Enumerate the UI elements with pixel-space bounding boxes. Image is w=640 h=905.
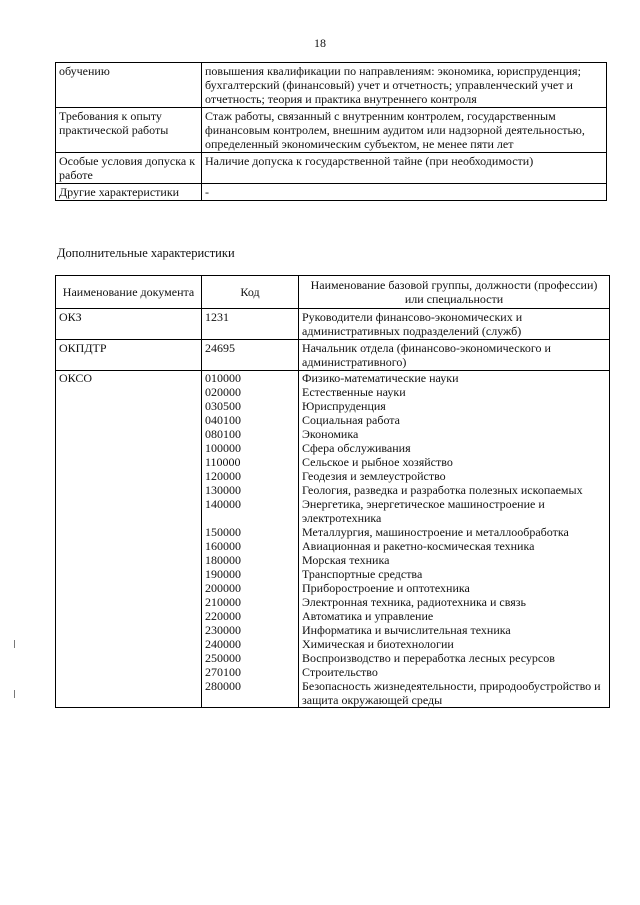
name-cell: Металлургия, машиностроение и металлообработка: [299, 525, 610, 539]
row-value: -: [202, 184, 607, 201]
scan-mark: [14, 640, 15, 648]
table-row: [56, 679, 610, 708]
name-cell: Сфера обслуживания: [299, 441, 610, 455]
code-cell: 040100: [202, 413, 299, 427]
header-name: Наименование базовой группы, должности (профессии) или специальности: [299, 276, 610, 309]
name-cell: Сельское и рыбное хозяйство: [299, 455, 610, 469]
name-cell: Геология, разведка и разработка полезных ископаемых: [299, 483, 610, 497]
table-row: [56, 651, 610, 665]
name-cell: Начальник отдела (финансово-экономического и административного): [299, 340, 610, 371]
table-row: [56, 385, 610, 399]
code-cell: 160000: [202, 539, 299, 553]
document-cell: [56, 665, 202, 679]
document-cell: [56, 497, 202, 525]
code-cell: 210000: [202, 595, 299, 609]
document-cell: ОКЗ: [56, 309, 202, 340]
row-value: повышения квалификации по направлениям: экономика, юриспруденция; бухгалтерский (финансовый) учет и отчетность; управленческий учет и отчетность; теория и практика внутреннего контроля: [202, 63, 607, 108]
table-row: [56, 441, 610, 455]
table-row: [56, 371, 610, 386]
name-cell: Морская техника: [299, 553, 610, 567]
name-cell: Юриспруденция: [299, 399, 610, 413]
table-row: [56, 455, 610, 469]
name-cell: Энергетика, энергетическое машиностроение и электротехника: [299, 497, 610, 525]
document-cell: [56, 413, 202, 427]
table-row: [56, 581, 610, 595]
section-title: Дополнительные характеристики: [57, 246, 235, 260]
document-cell: [56, 455, 202, 469]
table-row: [56, 665, 610, 679]
document-cell: [56, 637, 202, 651]
code-cell: 010000: [202, 371, 299, 386]
additional-characteristics-table: [55, 275, 610, 708]
table-row: [56, 567, 610, 581]
name-cell: Строительство: [299, 665, 610, 679]
name-cell: Химическая и биотехнологии: [299, 637, 610, 651]
row-label: Другие характеристики: [56, 184, 202, 201]
document-cell: [56, 483, 202, 497]
table-row: [56, 399, 610, 413]
name-cell: Автоматика и управление: [299, 609, 610, 623]
table-row: [56, 483, 610, 497]
code-cell: 130000: [202, 483, 299, 497]
document-cell: [56, 385, 202, 399]
code-cell: 110000: [202, 455, 299, 469]
code-cell: 220000: [202, 609, 299, 623]
table-row: [56, 184, 607, 201]
document-cell: [56, 441, 202, 455]
table-row: [56, 525, 610, 539]
name-cell: Приборостроение и оптотехника: [299, 581, 610, 595]
name-cell: Социальная работа: [299, 413, 610, 427]
code-cell: 100000: [202, 441, 299, 455]
table-row: [56, 153, 607, 184]
header-code: Код: [202, 276, 299, 309]
document-cell: [56, 581, 202, 595]
document-cell: [56, 525, 202, 539]
code-cell: 280000: [202, 679, 299, 708]
document-cell: [56, 623, 202, 637]
table-row: [56, 309, 610, 340]
scan-mark: [14, 690, 15, 698]
code-cell: 270100: [202, 665, 299, 679]
document-cell: [56, 595, 202, 609]
code-cell: 080100: [202, 427, 299, 441]
name-cell: Руководители финансово-экономических и административных подразделений (служб): [299, 309, 610, 340]
code-cell: 180000: [202, 553, 299, 567]
name-cell: Информатика и вычислительная техника: [299, 623, 610, 637]
code-cell: 020000: [202, 385, 299, 399]
name-cell: Транспортные средства: [299, 567, 610, 581]
document-cell: [56, 427, 202, 441]
name-cell: Естественные науки: [299, 385, 610, 399]
table-row: [56, 609, 610, 623]
name-cell: Физико-математические науки: [299, 371, 610, 386]
name-cell: Безопасность жизнедеятельности, природообустройство и защита окружающей среды: [299, 679, 610, 708]
code-cell: 240000: [202, 637, 299, 651]
requirements-table: [55, 62, 607, 201]
document-cell: [56, 539, 202, 553]
table-row: [56, 427, 610, 441]
document-cell: ОКСО: [56, 371, 202, 386]
table-row: [56, 63, 607, 108]
code-cell: 190000: [202, 567, 299, 581]
page-number: 18: [314, 36, 326, 50]
header-document: Наименование документа: [56, 276, 202, 309]
name-cell: Воспроизводство и переработка лесных ресурсов: [299, 651, 610, 665]
table-header-row: [56, 276, 610, 309]
name-cell: Авиационная и ракетно-космическая техника: [299, 539, 610, 553]
code-cell: 140000: [202, 497, 299, 525]
table-row: [56, 553, 610, 567]
table-row: [56, 108, 607, 153]
table-row: [56, 637, 610, 651]
document-cell: [56, 567, 202, 581]
document-cell: [56, 553, 202, 567]
table-row: [56, 340, 610, 371]
row-label: Требования к опыту практической работы: [56, 108, 202, 153]
document-cell: [56, 469, 202, 483]
document-cell: [56, 399, 202, 413]
name-cell: Геодезия и землеустройство: [299, 469, 610, 483]
row-label: обучению: [56, 63, 202, 108]
name-cell: Экономика: [299, 427, 610, 441]
document-cell: ОКПДТР: [56, 340, 202, 371]
table-row: [56, 539, 610, 553]
code-cell: 250000: [202, 651, 299, 665]
document-cell: [56, 609, 202, 623]
code-cell: 200000: [202, 581, 299, 595]
document-cell: [56, 679, 202, 708]
table-row: [56, 623, 610, 637]
table-row: [56, 469, 610, 483]
code-cell: 1231: [202, 309, 299, 340]
row-label: Особые условия допуска к работе: [56, 153, 202, 184]
name-cell: Электронная техника, радиотехника и связь: [299, 595, 610, 609]
table-row: [56, 595, 610, 609]
table-row: [56, 497, 610, 525]
row-value: Наличие допуска к государственной тайне (при необходимости): [202, 153, 607, 184]
document-cell: [56, 651, 202, 665]
row-value: Стаж работы, связанный с внутренним контролем, государственным финансовым контролем, внешним аудитом или надзорной деятельностью, определенный экономическим субъектом, не менее пяти лет: [202, 108, 607, 153]
code-cell: 24695: [202, 340, 299, 371]
code-cell: 150000: [202, 525, 299, 539]
code-cell: 030500: [202, 399, 299, 413]
table-row: [56, 413, 610, 427]
code-cell: 120000: [202, 469, 299, 483]
code-cell: 230000: [202, 623, 299, 637]
